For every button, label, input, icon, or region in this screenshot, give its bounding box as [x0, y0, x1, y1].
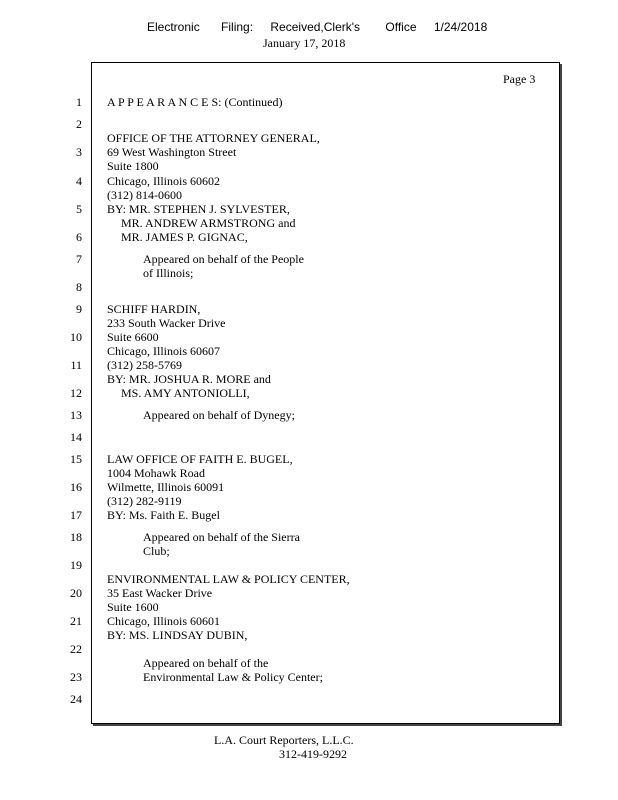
line-number: 3: [76, 145, 82, 159]
transcript-line: Suite 1800: [107, 159, 159, 173]
line-number: 24: [70, 692, 82, 706]
line-number: 16: [70, 480, 82, 494]
line-number: 11: [70, 358, 82, 372]
line-number: 19: [70, 558, 82, 572]
line-number: 7: [76, 252, 82, 266]
line-number: 1: [76, 95, 82, 109]
transcript-line: Appeared on behalf of the People: [143, 252, 304, 266]
transcript-line: MR. JAMES P. GIGNAC,: [121, 230, 248, 244]
transcript-line: Suite 1600: [107, 600, 159, 614]
line-number: 13: [70, 408, 82, 422]
transcript-line: Wilmette, Illinois 60091: [107, 480, 225, 494]
transcript-line: BY: MS. LINDSAY DUBIN,: [107, 628, 248, 642]
stamp-office: Office: [385, 20, 417, 34]
line-number: 6: [76, 230, 82, 244]
line-number: 21: [70, 614, 82, 628]
line-number: 10: [70, 330, 82, 344]
filing-stamp-line1: [147, 20, 487, 34]
line-number: 4: [76, 174, 82, 188]
transcript-line: BY: MR. JOSHUA R. MORE and: [107, 372, 271, 386]
transcript-line: 35 East Wacker Drive: [107, 586, 213, 600]
transcript-line: Appeared on behalf of the: [143, 656, 269, 670]
transcript-line: BY: MR. STEPHEN J. SYLVESTER,: [107, 202, 290, 216]
line-number: 22: [70, 642, 82, 656]
stamp-received: Received,Clerk's: [270, 20, 361, 34]
line-number: 17: [70, 508, 82, 522]
transcript-line: OFFICE OF THE ATTORNEY GENERAL,: [107, 131, 320, 145]
transcript-line: Chicago, Illinois 60602: [107, 174, 220, 188]
line-number: 18: [70, 530, 82, 544]
transcript-line: Suite 6600: [107, 330, 159, 344]
transcript-line: of Illinois;: [143, 266, 194, 280]
line-number: 20: [70, 586, 82, 600]
transcript-line: MR. ANDREW ARMSTRONG and: [121, 216, 296, 230]
filing-stamp-line2: January 17, 2018: [263, 36, 346, 50]
transcript-line: 69 West Washington Street: [107, 145, 237, 159]
transcript-line: (312) 282-9119: [107, 494, 182, 508]
stamp-filing: Filing:: [221, 20, 254, 34]
transcript-line: Chicago, Illinois 60607: [107, 344, 220, 358]
stamp-electronic: Electronic: [147, 20, 200, 34]
line-number: 5: [76, 202, 82, 216]
transcript-line: MS. AMY ANTONIOLLI,: [121, 386, 250, 400]
transcript-line: Environmental Law & Policy Center;: [143, 670, 323, 684]
transcript-line: Appeared on behalf of Dynegy;: [143, 408, 295, 422]
line-number: 15: [70, 452, 82, 466]
footer-company: L.A. Court Reporters, L.L.C.: [214, 733, 354, 747]
transcript-line: Chicago, Illinois 60601: [107, 614, 220, 628]
footer-phone: 312-419-9292: [279, 747, 347, 761]
line-number: 8: [76, 280, 82, 294]
transcript-line: 1004 Mohawk Road: [107, 466, 205, 480]
line-number: 23: [70, 670, 82, 684]
transcript-line: ENVIRONMENTAL LAW & POLICY CENTER,: [107, 572, 350, 586]
transcript-line: 233 South Wacker Drive: [107, 316, 226, 330]
stamp-date: 1/24/2018: [433, 20, 488, 34]
transcript-line: Appeared on behalf of the Sierra: [143, 530, 300, 544]
line-number: 14: [70, 430, 82, 444]
line-number: 2: [76, 117, 82, 131]
transcript-line: (312) 814-0600: [107, 188, 182, 202]
heading-appearances: A P P E A R A N C E S: (Continued): [107, 95, 283, 109]
transcript-line: SCHIFF HARDIN,: [107, 302, 201, 316]
transcript-line: BY: Ms. Faith E. Bugel: [107, 508, 220, 522]
transcript-line: Club;: [143, 544, 170, 558]
line-number: 12: [70, 386, 82, 400]
transcript-line: (312) 258-5769: [107, 358, 182, 372]
transcript-line: LAW OFFICE OF FAITH E. BUGEL,: [107, 452, 293, 466]
page-number: Page 3: [503, 72, 536, 86]
line-number: 9: [76, 302, 82, 316]
